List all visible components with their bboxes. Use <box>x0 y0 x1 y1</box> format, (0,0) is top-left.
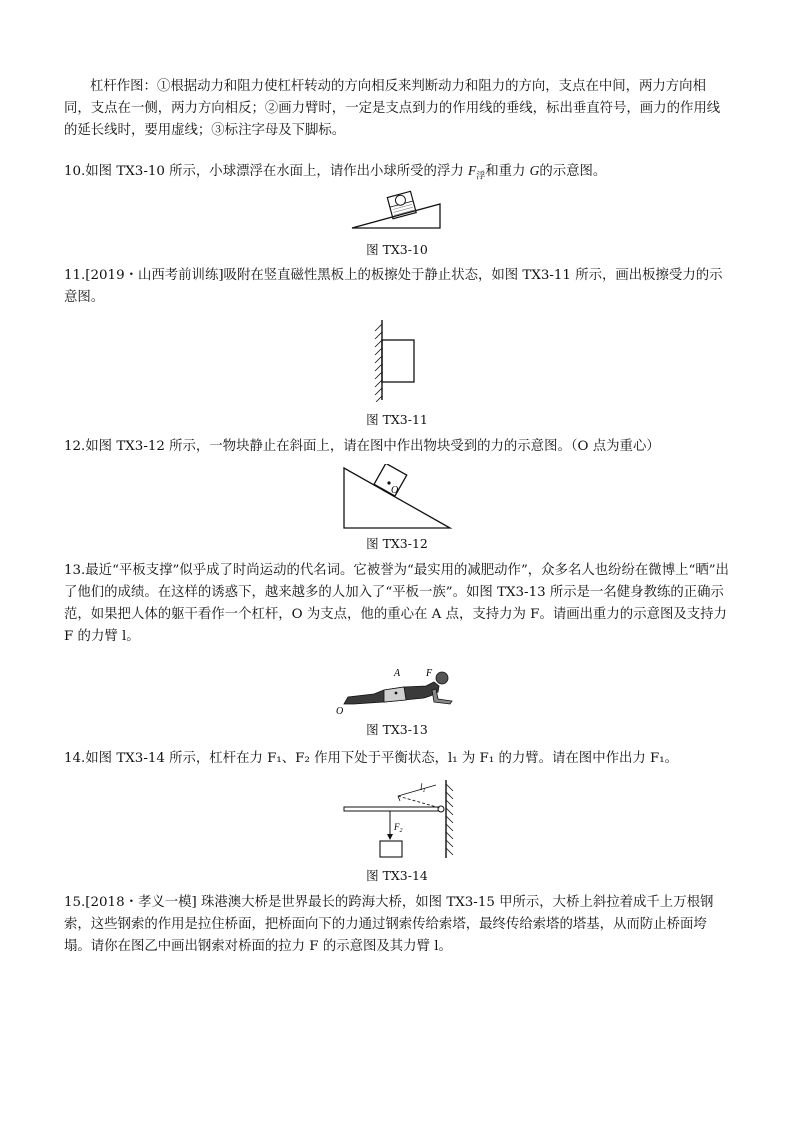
symbol-F: F <box>468 163 477 178</box>
figure-tx3-11 <box>372 318 422 402</box>
question-10-text-a: 10.如图 TX3-10 所示，小球漂浮在水面上，请作出小球所受的浮力 <box>64 164 468 179</box>
caption-tx3-12: 图 TX3-12 <box>366 536 428 551</box>
subscript-fu: 浮 <box>476 171 486 182</box>
question-10-text-c: 的示意图。 <box>539 164 607 179</box>
question-11: 11.[2019・山西考前训练]吸附在竖直磁性黑板上的板擦处于静止状态，如图 TX3-11 所示，画出板擦受力的示意图。 <box>64 268 723 305</box>
point-A <box>395 692 398 695</box>
question-12: 12.如图 TX3-12 所示，一物块静止在斜面上，请在图中作出物块受到的力的示意图。（O 点为重心） <box>64 439 660 454</box>
label-l1: $l_1$ <box>420 782 426 794</box>
weight-block <box>380 841 402 857</box>
person-head <box>436 672 448 684</box>
label-F: F <box>426 668 433 679</box>
caption-tx3-10: 图 TX3-10 <box>366 242 428 257</box>
label-F2: $F_2$ <box>394 822 403 834</box>
caption-tx3-11: 图 TX3-11 <box>366 412 428 427</box>
caption-tx3-13: 图 TX3-13 <box>366 722 428 737</box>
question-10-text-b: 和重力 <box>485 164 530 179</box>
question-15: 15.[2018・孝义一模] 珠港澳大桥是世界最长的跨海大桥，如图 TX3-15 甲所示，大桥上斜拉着成千上万根钢索，这些钢索的作用是拉住桥面，把桥面向下的力通过钢索传给索塔，最终传给索塔的塔基，从而防止桥面垮塌。请你在图乙中画出钢索对桥面的拉力 F 的示意图及其力臂 l。 <box>64 895 714 954</box>
person-shorts <box>384 687 406 702</box>
person-forearm <box>432 689 452 704</box>
figure-tx3-10 <box>348 186 448 232</box>
pivot <box>438 806 444 812</box>
label-A: A <box>394 668 401 679</box>
ball <box>394 194 406 206</box>
arm-l1-line <box>398 796 440 808</box>
intro-paragraph: 杠杆作图：①根据动力和阻力使杠杆转动的方向相反来判断动力和阻力的方向，支点在中间，两力方向相同，支点在一侧，两力方向相反；②画力臂时，一定是支点到力的作用线的垂线，标出垂直符号，画力的作用线的延长线时，要用虚线；③标注字母及下脚标。 <box>64 79 721 138</box>
question-10 <box>64 160 732 188</box>
label-O: O <box>336 706 344 716</box>
eraser <box>382 340 414 382</box>
caption-tx3-14: 图 TX3-14 <box>366 868 428 883</box>
lever <box>344 807 442 811</box>
question-13: 13.最近“平板支撑”似乎成了时尚运动的代名词。它被誉为“最实用的减肥动作”，众多名人也纷纷在微博上“晒”出了他们的成绩。在这样的诱惑下，越来越多的人加入了“平板一族”。如图 TX3-13 所示是一名健身教练的正确示范，如果把人体的躯干看作一个杠杆，O 为支点，他的重心在 A 点，支持力为 F。请画出重力的示意图及支持力 F 的力臂 l。 <box>64 563 729 644</box>
question-14: 14.如图 TX3-14 所示，杠杆在力 F₁、F₂ 作用下处于平衡状态，l₁ 为 F₁ 的力臂。请在图中作出力 F₁。 <box>64 751 679 766</box>
figure-tx3-13 <box>334 664 464 716</box>
figure-tx3-12 <box>340 464 454 532</box>
figure-tx3-14 <box>340 776 466 860</box>
label-O: O <box>391 485 399 496</box>
arm-l1-bracket <box>398 785 436 801</box>
incline <box>344 468 450 528</box>
symbol-G: G <box>529 163 540 178</box>
